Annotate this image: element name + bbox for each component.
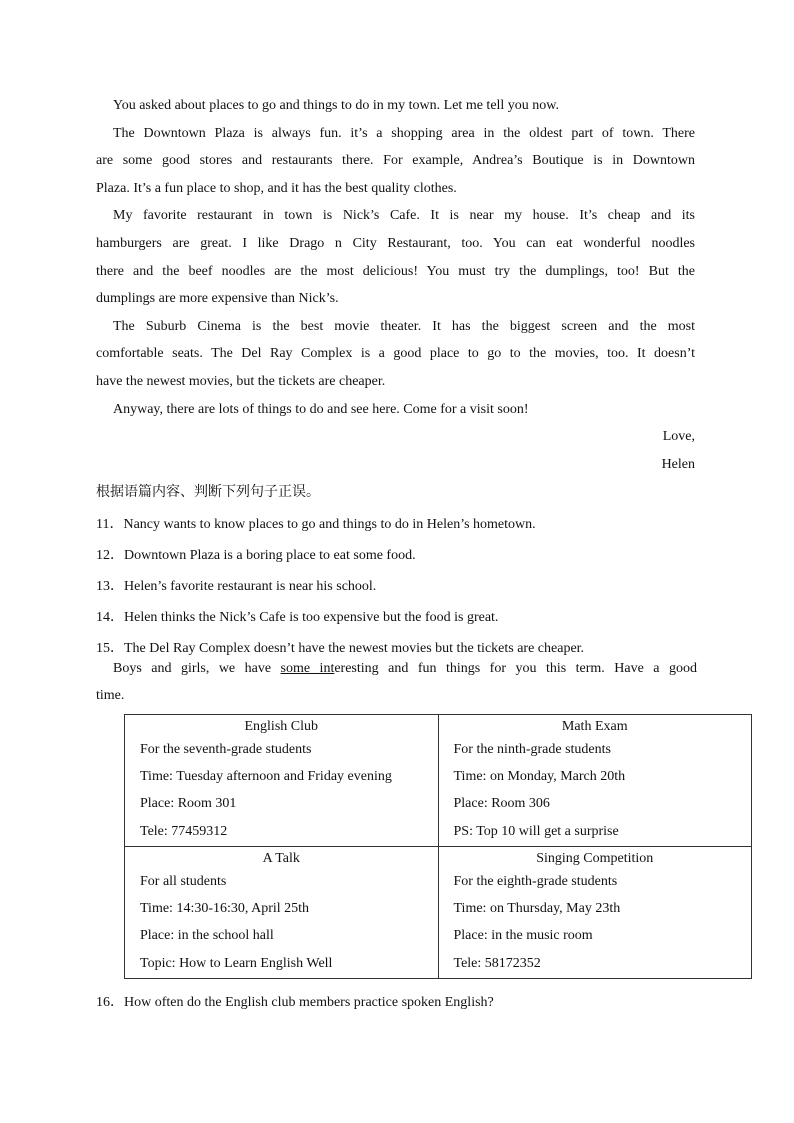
talk-time: Time: 14:30-16:30, April 25th [140, 900, 310, 916]
math-exam-time: Time: on Monday, March 20th [453, 768, 626, 784]
letter-closing: Love, [662, 429, 695, 444]
passage-line-12: Anyway, there are lots of things to do and see here. Come for a visit soon! [113, 402, 529, 417]
english-club-students: For the seventh-grade students [140, 742, 312, 757]
english-club-place: Place: Room 301 [140, 796, 237, 812]
question-16: 16．How often do the English club members practice spoken English? [96, 995, 494, 1010]
math-exam-cell [438, 715, 752, 847]
passage-line-4: Plaza. It’s a fun place to shop, and it has the best quality clothes. [96, 181, 457, 196]
passage-line-1: You asked about places to go and things to do in my town. Let me tell you now. [113, 98, 560, 113]
singing-cell [438, 846, 752, 978]
singing-tele: Tele: 58172352 [453, 955, 541, 971]
notice-intro-part2: eresting and fun things for you this term. Have a good [334, 661, 697, 676]
letter-signature: Helen [661, 457, 695, 472]
talk-topic: Topic: How to Learn English Well [140, 955, 333, 971]
singing-title: Singing Competition [536, 850, 654, 866]
passage-line-2: The Downtown Plaza is always fun. it’s a shopping area in the oldest part of town. There [113, 126, 695, 141]
passage-line-9: The Suburb Cinema is the best movie theater. It has the biggest screen and the most [113, 319, 695, 334]
math-exam-place: Place: Room 306 [453, 796, 550, 812]
question-13: 13．Helen’s favorite restaurant is near his school. [96, 579, 377, 594]
notice-intro-line-1 [113, 659, 697, 679]
english-club-time: Time: Tuesday afternoon and Friday evening [140, 768, 392, 784]
section-instruction: 根据语篇内容、判断下列句子正误。 [96, 484, 320, 500]
math-exam-ps: PS: Top 10 will get a surprise [453, 823, 619, 839]
math-exam-students: For the ninth-grade students [453, 742, 611, 757]
english-club-tele: Tele: 77459312 [140, 823, 228, 839]
talk-cell [125, 846, 439, 978]
passage-line-6: hamburgers are great. I like Drago n City Restaurant, too. You can eat wonderful noodles [96, 236, 695, 251]
passage-line-5: My favorite restaurant in town is Nick’s Cafe. It is near my house. It’s cheap and its [113, 208, 695, 223]
question-12: 12．Downtown Plaza is a boring place to eat some food. [96, 548, 416, 563]
table-row [125, 846, 752, 978]
passage-line-11: have the newest movies, but the tickets are cheaper. [96, 374, 386, 389]
singing-place: Place: in the music room [453, 928, 593, 944]
passage-line-3: are some good stores and restaurants there. For example, Andrea’s Boutique is in Downtown [96, 153, 695, 168]
talk-students: For all students [140, 873, 227, 889]
talk-title: A Talk [262, 850, 300, 866]
english-club-title: English Club [244, 719, 318, 734]
passage-line-8: dumplings are more expensive than Nick’s. [96, 291, 339, 306]
passage-line-7: there and the beef noodles are the most delicious! You must try the dumplings, too! But the [96, 264, 695, 279]
singing-time: Time: on Thursday, May 23th [453, 900, 621, 916]
activities-table [124, 714, 752, 979]
notice-intro-part1: Boys and girls, we have [113, 661, 281, 676]
question-15: 15．The Del Ray Complex doesn’t have the newest movies but the tickets are cheaper. [96, 641, 585, 656]
math-exam-title: Math Exam [561, 719, 628, 734]
passage-line-10: comfortable seats. The Del Ray Complex is a good place to go to the movies, too. It doesn’t [96, 346, 695, 361]
question-11: 11．Nancy wants to know places to go and things to do in Helen’s hometown. [96, 517, 536, 532]
notice-intro-line-2: time. [96, 688, 125, 703]
singing-students: For the eighth-grade students [453, 873, 618, 889]
talk-place: Place: in the school hall [140, 928, 274, 944]
english-club-cell [125, 715, 439, 847]
question-14: 14．Helen thinks the Nick’s Cafe is too expensive but the food is great. [96, 610, 499, 625]
table-row [125, 715, 752, 847]
notice-intro-underlined: some int [280, 661, 335, 676]
